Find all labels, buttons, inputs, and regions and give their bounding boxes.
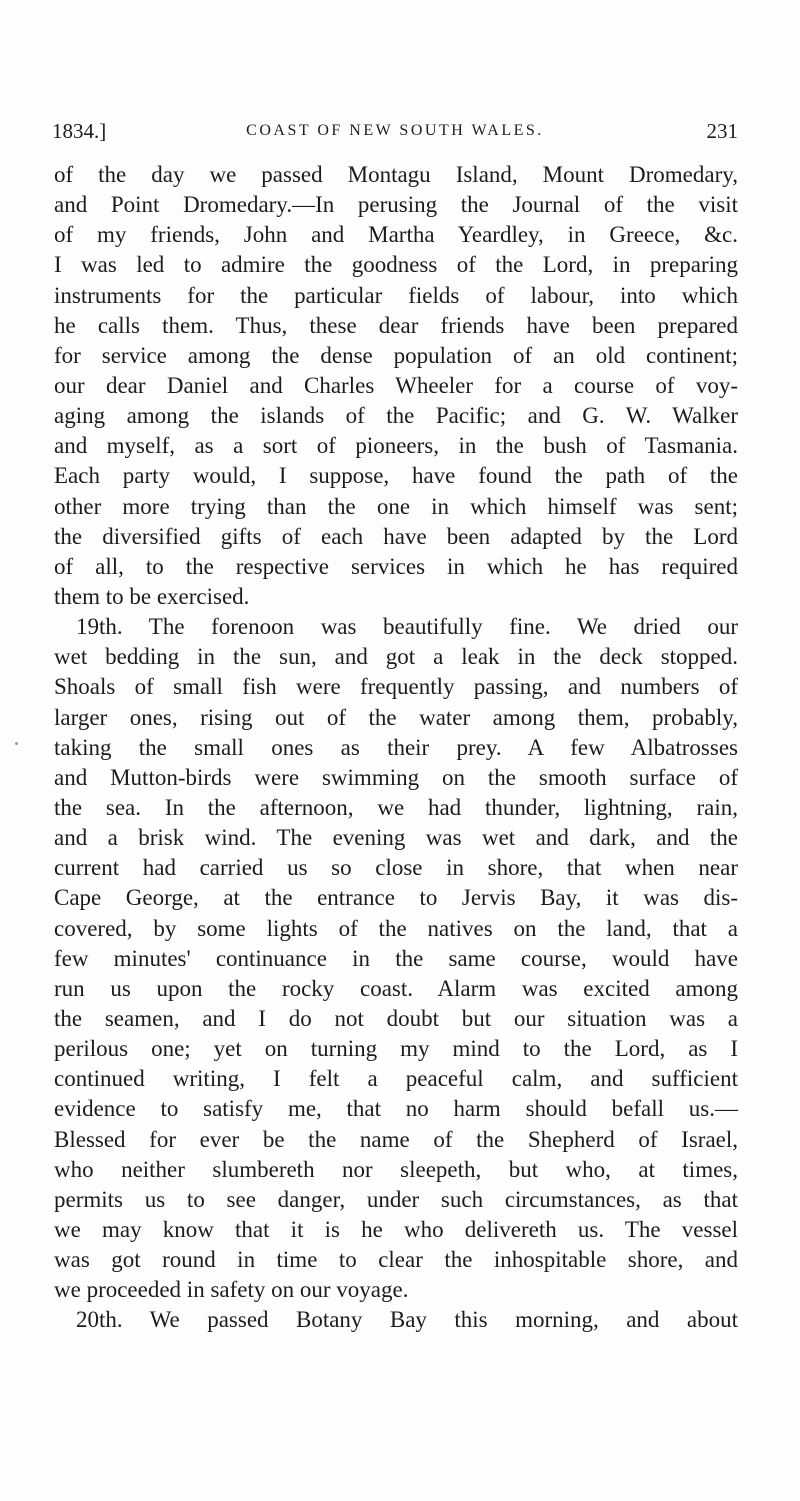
- body-text: [54, 160, 738, 1335]
- running-head-year: 1834.]: [52, 119, 107, 143]
- text-line: other more trying than the one in which himself was sent;: [54, 493, 738, 519]
- text-line: we may know that it is he who delivereth us. The vessel: [54, 1216, 738, 1242]
- text-line: the seamen, and I do not doubt but our situation was a: [54, 1005, 738, 1031]
- text-line: Shoals of small fish were frequently passing, and numbers of: [54, 674, 738, 700]
- text-line: continued writing, I felt a peaceful calm, and sufficient: [54, 1066, 738, 1092]
- text-line: and Point Dromedary.—In perusing the Journal of the visit: [54, 192, 738, 218]
- text-line: Each party would, I suppose, have found the path of the: [54, 463, 738, 489]
- text-line: few minutes' continuance in the same course, would have: [54, 945, 738, 971]
- text-line: instruments for the particular fields of labour, into which: [54, 282, 738, 308]
- text-line: of my friends, John and Martha Yeardley, in Greece, &c.: [54, 222, 738, 248]
- text-line: aging among the islands of the Pacific; and G. W. Walker: [54, 403, 738, 429]
- page-number: 231: [706, 119, 738, 143]
- text-line: and myself, as a sort of pioneers, in the bush of Tasmania.: [54, 433, 738, 459]
- text-line: taking the small ones as their prey. A few Albatrosses: [54, 734, 738, 760]
- text-line: 19th. The forenoon was beautifully fine. We dried our: [76, 614, 738, 640]
- text-line: covered, by some lights of the natives on the land, that a: [54, 915, 738, 941]
- text-line: permits us to see danger, under such circumstances, as that: [54, 1186, 738, 1212]
- text-line: for service among the dense population of an old continent;: [54, 342, 738, 368]
- text-line: we proceeded in safety on our voyage.: [54, 1277, 409, 1303]
- text-line: I was led to admire the goodness of the Lord, in preparing: [54, 252, 738, 278]
- running-head: [52, 116, 738, 146]
- text-line: he calls them. Thus, these dear friends have been prepared: [54, 312, 738, 338]
- text-line: evidence to satisfy me, that no harm should befall us.—: [54, 1096, 738, 1122]
- text-line: our dear Daniel and Charles Wheeler for a course of voy-: [54, 372, 738, 398]
- text-line: wet bedding in the sun, and got a leak in the deck stopped.: [54, 644, 738, 670]
- text-line: the diversified gifts of each have been adapted by the Lord: [54, 523, 738, 549]
- text-line: and Mutton-birds were swimming on the smooth surface of: [54, 764, 738, 790]
- text-line: run us upon the rocky coast. Alarm was excited among: [54, 975, 738, 1001]
- text-line: Cape George, at the entrance to Jervis Bay, it was dis-: [54, 885, 738, 911]
- text-line: current had carried us so close in shore, that when near: [54, 855, 738, 881]
- text-line: was got round in time to clear the inhospitable shore, and: [54, 1247, 738, 1273]
- margin-speck: [15, 742, 18, 745]
- text-line: Blessed for ever be the name of the Shepherd of Israel,: [54, 1126, 738, 1152]
- text-line: the sea. In the afternoon, we had thunder, lightning, rain,: [54, 794, 738, 820]
- running-head-title: COAST OF NEW SOUTH WALES.: [246, 122, 544, 139]
- text-line: who neither slumbereth nor sleepeth, but who, at times,: [54, 1156, 738, 1182]
- text-line: of the day we passed Montagu Island, Mount Dromedary,: [54, 162, 738, 187]
- text-line: 20th. We passed Botany Bay this morning, and about: [76, 1307, 738, 1333]
- text-line: larger ones, rising out of the water among them, probably,: [54, 704, 738, 730]
- text-line: them to be exercised.: [54, 583, 250, 609]
- text-line: perilous one; yet on turning my mind to the Lord, as I: [54, 1036, 738, 1062]
- text-line: of all, to the respective services in which he has required: [54, 553, 738, 579]
- text-line: and a brisk wind. The evening was wet and dark, and the: [54, 825, 738, 851]
